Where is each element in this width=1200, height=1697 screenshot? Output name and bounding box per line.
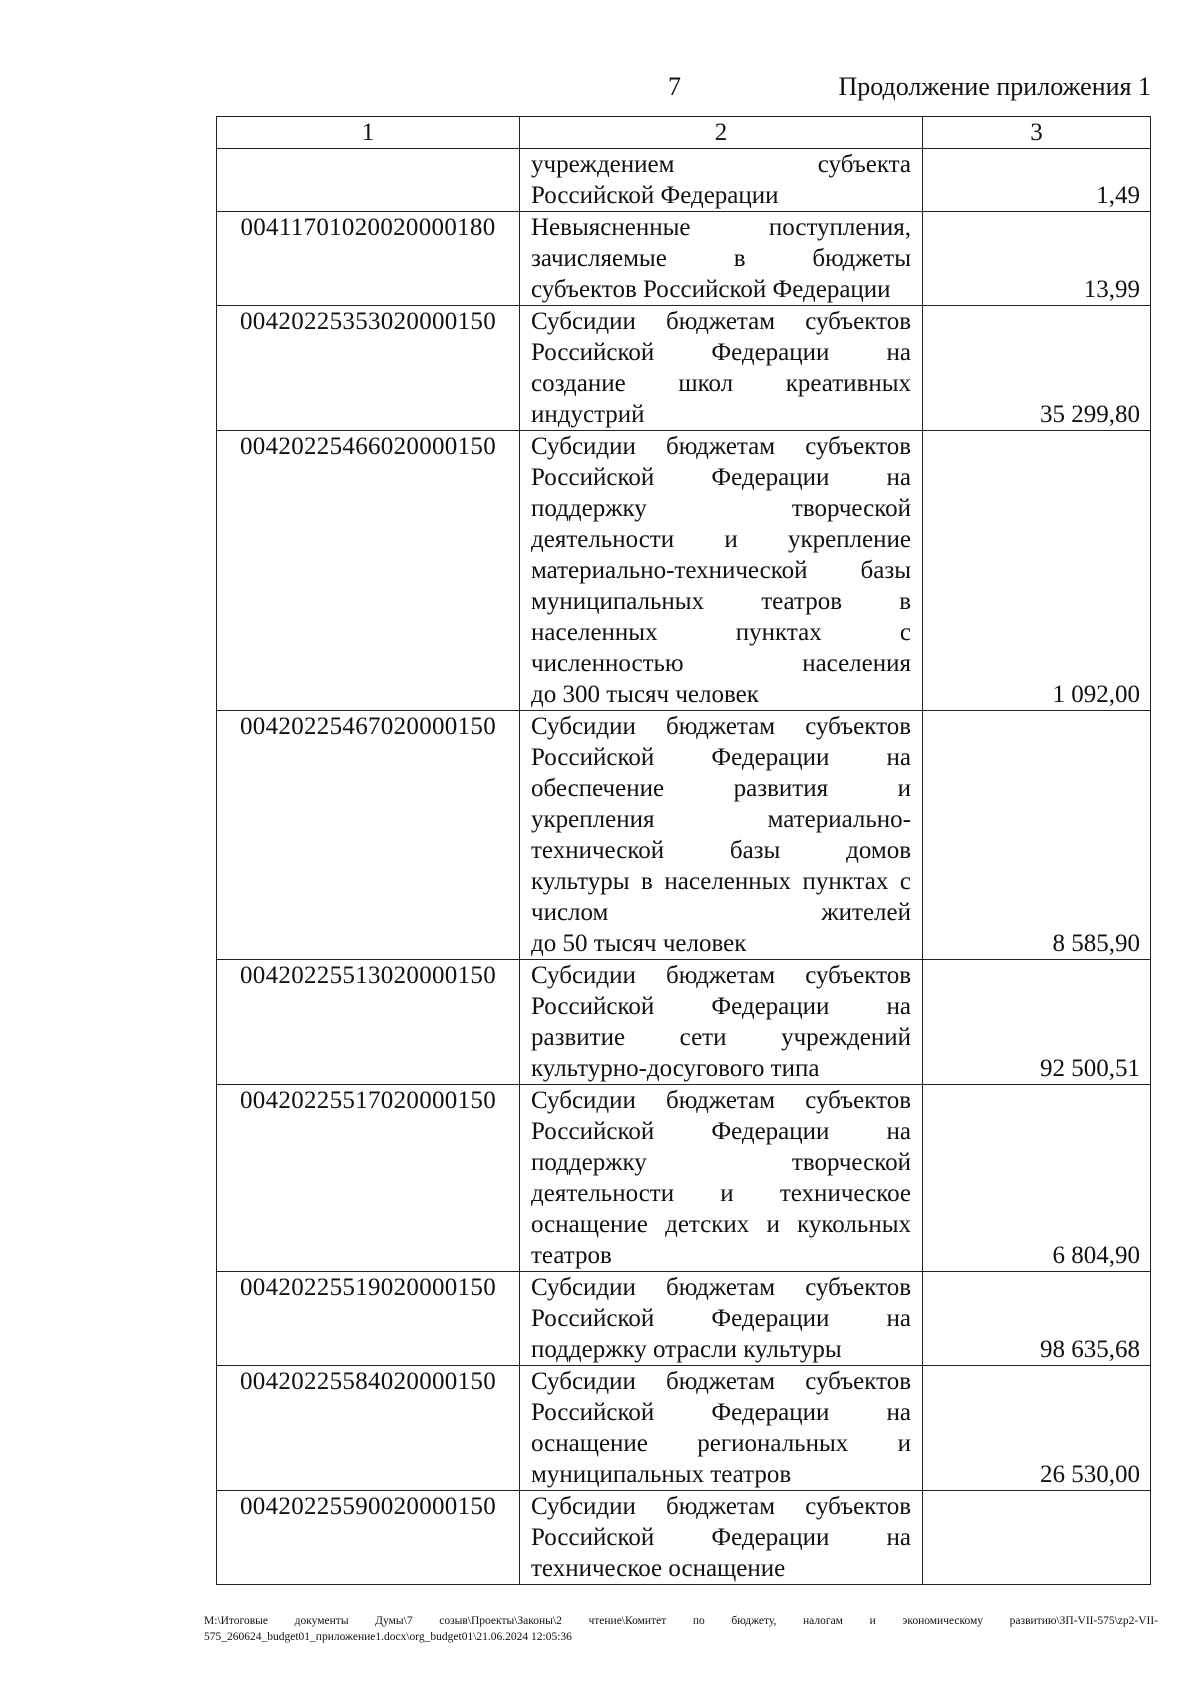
amount-cell: [923, 1491, 1151, 1585]
budget-code-cell: [217, 149, 520, 212]
budget-code-cell: 00411701020020000180: [217, 212, 520, 306]
table-row: [217, 1366, 1151, 1491]
table-row: [217, 431, 1151, 711]
amount-cell: 1 092,00: [923, 431, 1151, 711]
description-line: театров: [531, 1242, 612, 1269]
description-line: численностью населения: [531, 650, 911, 677]
description-cell: [520, 960, 923, 1085]
description-line: Российской Федерации на: [531, 464, 911, 491]
description-line: создание школ креативных: [531, 370, 911, 397]
budget-code-cell: 00420225590020000150: [217, 1491, 520, 1585]
budget-code-cell: 00420225467020000150: [217, 711, 520, 960]
description-line: Субсидии бюджетам субъектов: [531, 713, 911, 740]
description-line: числом жителей: [531, 899, 911, 926]
budget-code-cell: 00420225513020000150: [217, 960, 520, 1085]
budget-code-cell: 00420225517020000150: [217, 1085, 520, 1272]
description-line: развитие сети учреждений: [531, 1024, 911, 1051]
description-line: Российской Федерации на: [531, 1305, 911, 1332]
description-line: Субсидии бюджетам субъектов: [531, 962, 911, 989]
description-line: Российской Федерации на: [531, 744, 911, 771]
description-line: оснащение региональных и: [531, 1430, 911, 1457]
description-cell: [520, 306, 923, 431]
column-header: 2: [520, 117, 923, 149]
amount-cell: 98 635,68: [923, 1272, 1151, 1366]
budget-code-cell: 00420225584020000150: [217, 1366, 520, 1491]
description-line: обеспечение развития и: [531, 775, 911, 802]
appendix-label: Продолжение приложения 1: [838, 72, 1151, 101]
description-line: Российской Федерации на: [531, 1524, 911, 1551]
amount-cell: 35 299,80: [923, 306, 1151, 431]
description-cell: [520, 1491, 923, 1585]
table-row: [217, 960, 1151, 1085]
description-line: культуры в населенных пунктах с: [531, 868, 911, 895]
description-line: индустрий: [531, 401, 645, 428]
description-cell: [520, 431, 923, 711]
table-row: [217, 212, 1151, 306]
table-row: [217, 1272, 1151, 1366]
amount-cell: 92 500,51: [923, 960, 1151, 1085]
description-line: культурно-досугового типа: [531, 1055, 820, 1082]
description-line: Субсидии бюджетам субъектов: [531, 308, 911, 335]
budget-code-cell: 00420225353020000150: [217, 306, 520, 431]
description-line: Российской Федерации на: [531, 1399, 911, 1426]
description-line: техническое оснащение: [531, 1555, 786, 1582]
description-line: поддержку творческой: [531, 1149, 911, 1176]
description-line: зачисляемые в бюджеты: [531, 245, 911, 272]
description-line: Субсидии бюджетам субъектов: [531, 1493, 911, 1520]
description-line: Российской Федерации: [531, 182, 779, 209]
description-line: материально-технической базы: [531, 557, 911, 584]
description-line: учреждением субъекта: [531, 151, 911, 178]
page-number: 7: [668, 72, 681, 101]
description-line: до 300 тысяч человек: [531, 681, 759, 708]
description-line: деятельности и укрепление: [531, 526, 911, 553]
description-line: поддержку творческой: [531, 495, 911, 522]
description-line: муниципальных театров в: [531, 588, 911, 615]
file-path-footer: M:\Итоговые документы Думы\7 созыв\Проекты\Законы\2 чтение\Комитет по бюджету, налогам и экономическому развитию\ЗП-VII-575\zp2-VII-575_260624_budget01_приложение1.docx\org_budget01\21.06.2024 12:05:36: [204, 1615, 1158, 1643]
description-line: поддержку отрасли культуры: [531, 1336, 842, 1363]
description-line: населенных пунктах с: [531, 619, 911, 646]
table-row: [217, 711, 1151, 960]
description-cell: [520, 711, 923, 960]
description-cell: [520, 1272, 923, 1366]
amount-cell: 6 804,90: [923, 1085, 1151, 1272]
table-row: [217, 1085, 1151, 1272]
amount-cell: 26 530,00: [923, 1366, 1151, 1491]
description-line: до 50 тысяч человек: [531, 930, 747, 957]
table-body: [217, 117, 1151, 1585]
description-line: Российской Федерации на: [531, 339, 911, 366]
description-line: Субсидии бюджетам субъектов: [531, 1274, 911, 1301]
description-line: муниципальных театров: [531, 1461, 792, 1488]
description-line: Российской Федерации на: [531, 993, 911, 1020]
description-line: укрепления материально-: [531, 806, 911, 833]
table-row: [217, 306, 1151, 431]
description-line: оснащение детских и кукольных: [531, 1211, 911, 1238]
amount-cell: 13,99: [923, 212, 1151, 306]
description-line: Субсидии бюджетам субъектов: [531, 1368, 911, 1395]
description-line: Субсидии бюджетам субъектов: [531, 433, 911, 460]
description-cell: [520, 1366, 923, 1491]
budget-table: [216, 116, 1151, 1585]
description-cell: [520, 212, 923, 306]
table-row: [217, 149, 1151, 212]
budget-code-cell: 00420225519020000150: [217, 1272, 520, 1366]
description-line: технической базы домов: [531, 837, 911, 864]
column-header: 3: [923, 117, 1151, 149]
description-line: Российской Федерации на: [531, 1118, 911, 1145]
amount-cell: 8 585,90: [923, 711, 1151, 960]
table-row: [217, 1491, 1151, 1585]
description-cell: [520, 149, 923, 212]
description-line: Невыясненные поступления,: [531, 214, 911, 241]
budget-code-cell: 00420225466020000150: [217, 431, 520, 711]
description-cell: [520, 1085, 923, 1272]
column-header: 1: [217, 117, 520, 149]
description-line: субъектов Российской Федерации: [531, 276, 891, 303]
table-header-row: [217, 117, 1151, 149]
amount-cell: 1,49: [923, 149, 1151, 212]
description-line: Субсидии бюджетам субъектов: [531, 1087, 911, 1114]
description-line: деятельности и техническое: [531, 1180, 911, 1207]
